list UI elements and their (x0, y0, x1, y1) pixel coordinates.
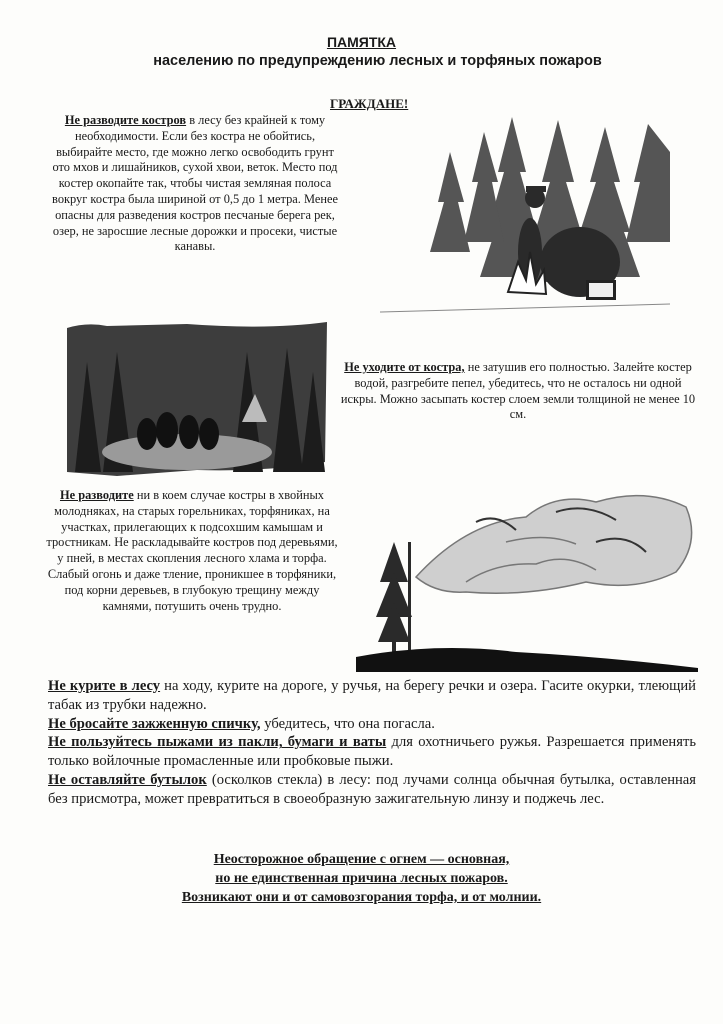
closing-line-1: Неосторожное обращение с огнем — основная, (213, 852, 510, 867)
night-camp-illustration (67, 322, 327, 478)
rule-smoking-lead: Не курите в лесу (48, 678, 161, 694)
leave-fire-text: не затушив его полностью. Залейте костер водой, разгребите пепел, убедитесь, что не осталось ни одной искры. Можно засыпать костер слоем земли толщиной не менее 10 см. (340, 360, 696, 422)
page-title: ПАМЯТКА (326, 34, 397, 50)
closing-note (0, 850, 723, 907)
rule-smoking-text: на ходу, курите на дороге, у ручья, на берегу речки и озера. Гасите окурки, тлеющий табак из трубки надежно. (48, 678, 696, 713)
rule-wads (48, 733, 696, 771)
leave-fire-lead: Не уходите от костра, (344, 360, 465, 374)
leave-fire-paragraph (340, 360, 696, 423)
rule-wads-text: для охотничьего ружья. Разрешается применять только войлочные промасленные или пробковые пыжи. (48, 734, 696, 770)
campfire-text: в лесу без крайней к тому необходимости. Если без костра не обойтись, выбирайте место, где можно легко освободить грунт ото мхов и лишайников, сухой хвои, веток. Место под костер окопайте так, чтобы чистая земляная полоса вокруг костра была шириной от 0,5 до 1 метра. Менее опасны для разведения костров песчаные берега рек, озер, не заросшие лесные дорожки и просеки, чистые канавы. (52, 113, 338, 254)
rule-smoking (48, 677, 696, 715)
closing-line-2: но не единственная причина лесных пожаров. (215, 871, 508, 886)
forbidden-places-paragraph (42, 488, 342, 614)
campfire-illustration (380, 112, 670, 316)
forbidden-places-lead: Не разводите (59, 488, 134, 502)
campfire-paragraph (50, 113, 340, 255)
rule-bottles-lead: Не оставляйте бутылок (48, 771, 207, 788)
rule-wads-lead: Не пользуйтесь пыжами из пакли, бумаги и ваты (48, 734, 387, 751)
rule-match-lead: Не бросайте зажженную спичку, (48, 715, 261, 732)
greeting-heading: ГРАЖДАНЕ! (330, 96, 409, 111)
rule-match (48, 715, 696, 734)
page-subtitle: населению по предупреждению лесных и торфяных пожаров (153, 53, 602, 69)
rule-bottles-text: (осколков стекла) в лесу: под лучами солнца обычная бутылка, оставленная без присмотра, может превратиться в своеобразную зажигательную линзу и поджечь лес. (48, 771, 697, 807)
forest-fire-illustration (356, 482, 698, 672)
rule-bottles (48, 771, 696, 809)
rules-list (48, 677, 696, 809)
closing-line-3: Возникают они и от самовозгорания торфа, и от молнии. (181, 890, 542, 905)
forbidden-places-text: ни в коем случае костры в хвойных молодняках, на старых горельниках, торфяниках, на участках, прилегающих к подсохшим камышам и тростникам. Не раскладывайте костров под деревьями, у пней, в местах скопления лесного хлама и торфа. Слабый огонь и даже тление, проникшее в торфяники, под корни деревьев, в глубокую трещину между камнями, потушить очень трудно. (46, 488, 338, 613)
campfire-lead: Не разводите костров (64, 113, 187, 127)
rule-match-text: убедитесь, что она погасла. (260, 715, 435, 732)
